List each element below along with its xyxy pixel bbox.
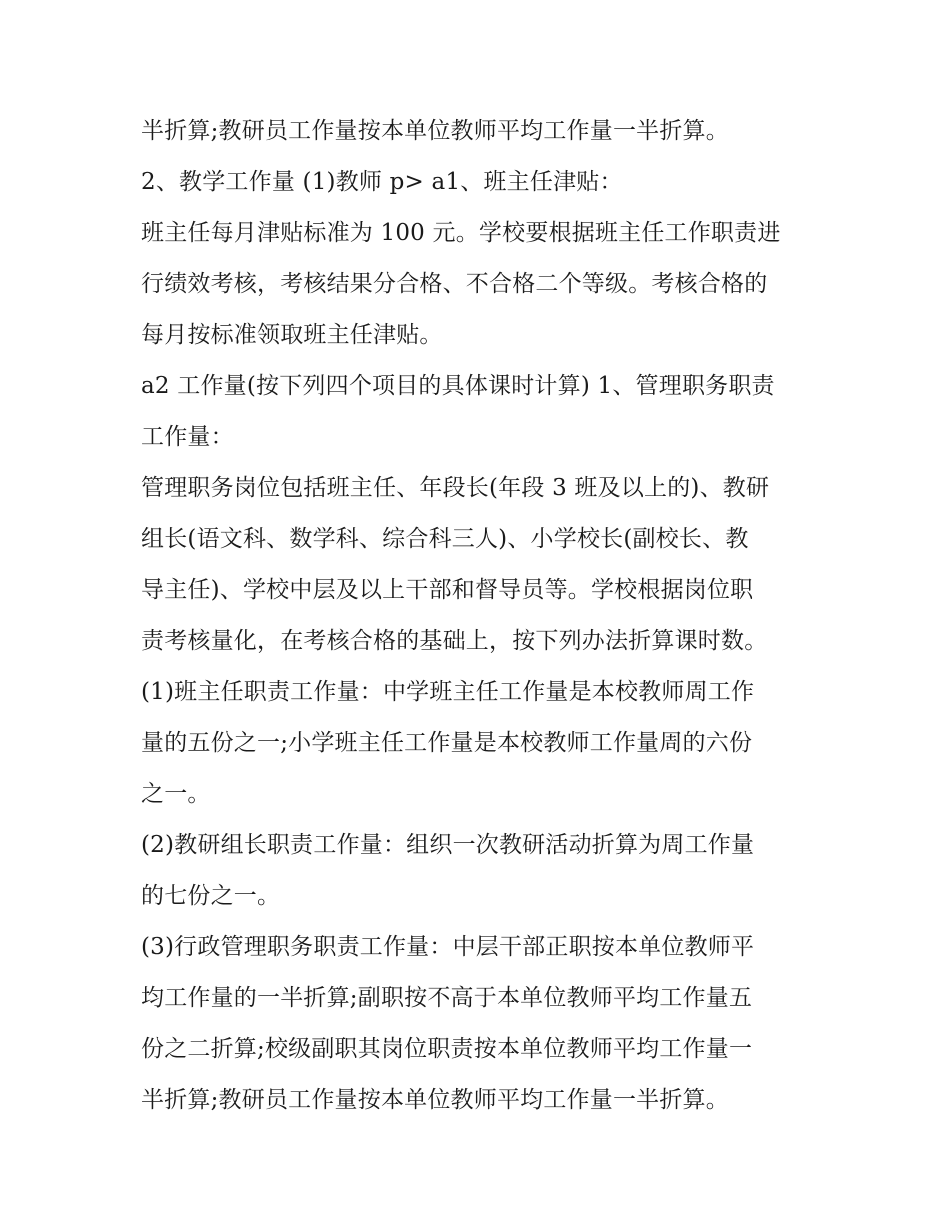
- text-line: (3)行政管理职务职责工作量：中层干部正职按本单位教师平: [141, 934, 755, 960]
- text-line: 半折算;教研员工作量按本单位教师平均工作量一半折算。: [141, 1087, 729, 1113]
- text-line: 量的五份之一;小学班主任工作量是本校教师工作量周的六份: [141, 730, 753, 756]
- text-line: 2、教学工作量 (1)教师 p> a1、班主任津贴：: [141, 169, 623, 195]
- document-body: [141, 106, 821, 1126]
- text-line: 每月按标准领取班主任津贴。: [141, 322, 443, 348]
- text-line: 导主任)、学校中层及以上干部和督导员等。学校根据岗位职: [141, 577, 754, 603]
- text-line: 份之二折算;校级副职其岗位职责按本单位教师平均工作量一: [141, 1036, 753, 1062]
- text-line: 责考核量化，在考核合格的基础上，按下列办法折算课时数。: [141, 628, 768, 654]
- text-line: 的七份之一。: [141, 883, 281, 909]
- text-line: 工作量：: [141, 424, 234, 450]
- text-line: 班主任每月津贴标准为 100 元。学校要根据班主任工作职责进: [141, 220, 781, 246]
- text-line: a2 工作量(按下列四个项目的具体课时计算) 1、管理职务职责: [141, 373, 775, 399]
- text-line: 均工作量的一半折算;副职按不高于本单位教师平均工作量五: [141, 985, 753, 1011]
- text-line: 半折算;教研员工作量按本单位教师平均工作量一半折算。: [141, 118, 729, 144]
- text-line: 管理职务岗位包括班主任、年段长(年段 3 班及以上的)、教研: [141, 475, 770, 501]
- text-line: 之一。: [141, 781, 211, 807]
- text-line: 组长(语文科、数学科、综合科三人)、小学校长(副校长、教: [141, 526, 749, 552]
- text-line: 行绩效考核，考核结果分合格、不合格二个等级。考核合格的: [141, 271, 768, 297]
- text-line: (1)班主任职责工作量：中学班主任工作量是本校教师周工作: [141, 679, 755, 705]
- text-line: (2)教研组长职责工作量：组织一次教研活动折算为周工作量: [141, 832, 755, 858]
